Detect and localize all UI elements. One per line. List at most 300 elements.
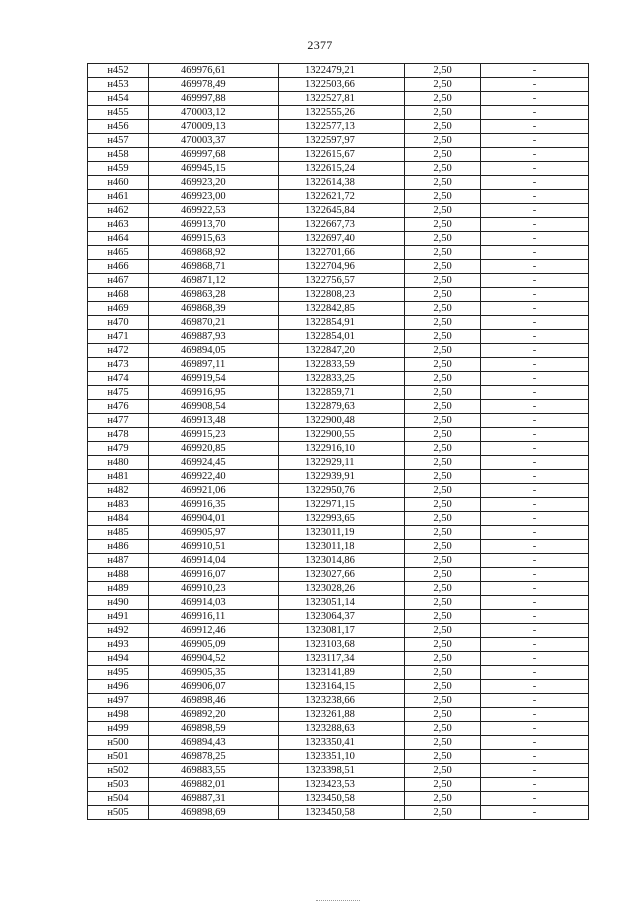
method-cell: - [481, 316, 589, 330]
point-id-cell: н474 [88, 372, 149, 386]
y-coordinate-cell: 1323141,89 [279, 666, 405, 680]
x-coordinate-cell: 469922,53 [149, 204, 279, 218]
accuracy-cell: 2,50 [405, 92, 481, 106]
y-coordinate-cell: 1322879,63 [279, 400, 405, 414]
accuracy-cell: 2,50 [405, 274, 481, 288]
y-coordinate-cell: 1322701,66 [279, 246, 405, 260]
y-coordinate-cell: 1323028,26 [279, 582, 405, 596]
accuracy-cell: 2,50 [405, 386, 481, 400]
method-cell: - [481, 204, 589, 218]
accuracy-cell: 2,50 [405, 750, 481, 764]
accuracy-cell: 2,50 [405, 540, 481, 554]
table-row [88, 736, 589, 750]
table-row [88, 232, 589, 246]
y-coordinate-cell: 1322479,21 [279, 64, 405, 78]
y-coordinate-cell: 1322615,24 [279, 162, 405, 176]
method-cell: - [481, 778, 589, 792]
point-id-cell: н504 [88, 792, 149, 806]
method-cell: - [481, 792, 589, 806]
point-id-cell: н470 [88, 316, 149, 330]
method-cell: - [481, 764, 589, 778]
x-coordinate-cell: 469997,88 [149, 92, 279, 106]
table-row [88, 652, 589, 666]
point-id-cell: н464 [88, 232, 149, 246]
x-coordinate-cell: 469906,07 [149, 680, 279, 694]
point-id-cell: н471 [88, 330, 149, 344]
point-id-cell: н490 [88, 596, 149, 610]
table-row [88, 610, 589, 624]
table-row [88, 428, 589, 442]
table-row [88, 204, 589, 218]
y-coordinate-cell: 1323423,53 [279, 778, 405, 792]
scan-artifact-line [316, 900, 360, 902]
accuracy-cell: 2,50 [405, 176, 481, 190]
accuracy-cell: 2,50 [405, 106, 481, 120]
point-id-cell: н457 [88, 134, 149, 148]
y-coordinate-cell: 1322555,26 [279, 106, 405, 120]
point-id-cell: н478 [88, 428, 149, 442]
y-coordinate-cell: 1322971,15 [279, 498, 405, 512]
point-id-cell: н486 [88, 540, 149, 554]
table-row [88, 568, 589, 582]
y-coordinate-cell: 1322621,72 [279, 190, 405, 204]
point-id-cell: н496 [88, 680, 149, 694]
accuracy-cell: 2,50 [405, 162, 481, 176]
x-coordinate-cell: 469905,97 [149, 526, 279, 540]
point-id-cell: н502 [88, 764, 149, 778]
accuracy-cell: 2,50 [405, 428, 481, 442]
x-coordinate-cell: 469916,11 [149, 610, 279, 624]
table-row [88, 498, 589, 512]
method-cell: - [481, 470, 589, 484]
method-cell: - [481, 750, 589, 764]
table-row [88, 288, 589, 302]
table-row [88, 344, 589, 358]
table-row [88, 246, 589, 260]
point-id-cell: н460 [88, 176, 149, 190]
point-id-cell: н481 [88, 470, 149, 484]
y-coordinate-cell: 1323051,14 [279, 596, 405, 610]
y-coordinate-cell: 1322527,81 [279, 92, 405, 106]
accuracy-cell: 2,50 [405, 526, 481, 540]
table-row [88, 470, 589, 484]
y-coordinate-cell: 1322900,48 [279, 414, 405, 428]
y-coordinate-cell: 1322833,59 [279, 358, 405, 372]
method-cell: - [481, 498, 589, 512]
method-cell: - [481, 106, 589, 120]
method-cell: - [481, 582, 589, 596]
point-id-cell: н459 [88, 162, 149, 176]
point-id-cell: н484 [88, 512, 149, 526]
point-id-cell: н498 [88, 708, 149, 722]
method-cell: - [481, 666, 589, 680]
accuracy-cell: 2,50 [405, 484, 481, 498]
accuracy-cell: 2,50 [405, 694, 481, 708]
point-id-cell: н477 [88, 414, 149, 428]
table-row [88, 148, 589, 162]
x-coordinate-cell: 469894,43 [149, 736, 279, 750]
method-cell: - [481, 708, 589, 722]
x-coordinate-cell: 469910,23 [149, 582, 279, 596]
point-id-cell: н466 [88, 260, 149, 274]
point-id-cell: н488 [88, 568, 149, 582]
x-coordinate-cell: 469912,46 [149, 624, 279, 638]
y-coordinate-cell: 1323288,63 [279, 722, 405, 736]
accuracy-cell: 2,50 [405, 64, 481, 78]
x-coordinate-cell: 469997,68 [149, 148, 279, 162]
table-row [88, 330, 589, 344]
y-coordinate-cell: 1322842,85 [279, 302, 405, 316]
point-id-cell: н505 [88, 806, 149, 820]
table-row [88, 442, 589, 456]
point-id-cell: н500 [88, 736, 149, 750]
table-row [88, 512, 589, 526]
table-row [88, 372, 589, 386]
y-coordinate-cell: 1323117,34 [279, 652, 405, 666]
y-coordinate-cell: 1323164,15 [279, 680, 405, 694]
point-id-cell: н482 [88, 484, 149, 498]
table-row [88, 414, 589, 428]
y-coordinate-cell: 1323011,19 [279, 526, 405, 540]
accuracy-cell: 2,50 [405, 148, 481, 162]
point-id-cell: н476 [88, 400, 149, 414]
table-row [88, 778, 589, 792]
table-row [88, 764, 589, 778]
accuracy-cell: 2,50 [405, 736, 481, 750]
point-id-cell: н492 [88, 624, 149, 638]
y-coordinate-cell: 1322667,73 [279, 218, 405, 232]
x-coordinate-cell: 469921,06 [149, 484, 279, 498]
x-coordinate-cell: 469887,31 [149, 792, 279, 806]
method-cell: - [481, 64, 589, 78]
method-cell: - [481, 568, 589, 582]
method-cell: - [481, 400, 589, 414]
method-cell: - [481, 78, 589, 92]
method-cell: - [481, 610, 589, 624]
y-coordinate-cell: 1322808,23 [279, 288, 405, 302]
y-coordinate-cell: 1322929,11 [279, 456, 405, 470]
page-number: 2377 [307, 38, 333, 52]
table-row [88, 708, 589, 722]
coordinates-table [87, 63, 589, 820]
accuracy-cell: 2,50 [405, 778, 481, 792]
accuracy-cell: 2,50 [405, 470, 481, 484]
point-id-cell: н456 [88, 120, 149, 134]
x-coordinate-cell: 469870,21 [149, 316, 279, 330]
point-id-cell: н462 [88, 204, 149, 218]
y-coordinate-cell: 1323350,41 [279, 736, 405, 750]
method-cell: - [481, 638, 589, 652]
accuracy-cell: 2,50 [405, 806, 481, 820]
method-cell: - [481, 428, 589, 442]
table-row [88, 750, 589, 764]
table-row [88, 386, 589, 400]
accuracy-cell: 2,50 [405, 582, 481, 596]
table-row [88, 680, 589, 694]
y-coordinate-cell: 1322847,20 [279, 344, 405, 358]
table-row [88, 722, 589, 736]
table-row [88, 540, 589, 554]
point-id-cell: н491 [88, 610, 149, 624]
x-coordinate-cell: 469914,03 [149, 596, 279, 610]
x-coordinate-cell: 469915,63 [149, 232, 279, 246]
table-row [88, 596, 589, 610]
point-id-cell: н503 [88, 778, 149, 792]
y-coordinate-cell: 1323398,51 [279, 764, 405, 778]
x-coordinate-cell: 469904,01 [149, 512, 279, 526]
method-cell: - [481, 344, 589, 358]
y-coordinate-cell: 1323064,37 [279, 610, 405, 624]
point-id-cell: н475 [88, 386, 149, 400]
method-cell: - [481, 442, 589, 456]
accuracy-cell: 2,50 [405, 232, 481, 246]
method-cell: - [481, 736, 589, 750]
accuracy-cell: 2,50 [405, 680, 481, 694]
accuracy-cell: 2,50 [405, 456, 481, 470]
table-row [88, 666, 589, 680]
x-coordinate-cell: 469868,92 [149, 246, 279, 260]
x-coordinate-cell: 469863,28 [149, 288, 279, 302]
table-row [88, 806, 589, 820]
point-id-cell: н453 [88, 78, 149, 92]
table-row [88, 106, 589, 120]
x-coordinate-cell: 469919,54 [149, 372, 279, 386]
point-id-cell: н465 [88, 246, 149, 260]
y-coordinate-cell: 1323261,88 [279, 708, 405, 722]
accuracy-cell: 2,50 [405, 316, 481, 330]
method-cell: - [481, 120, 589, 134]
accuracy-cell: 2,50 [405, 330, 481, 344]
method-cell: - [481, 680, 589, 694]
point-id-cell: н454 [88, 92, 149, 106]
y-coordinate-cell: 1322697,40 [279, 232, 405, 246]
x-coordinate-cell: 469910,51 [149, 540, 279, 554]
y-coordinate-cell: 1323081,17 [279, 624, 405, 638]
x-coordinate-cell: 469915,23 [149, 428, 279, 442]
y-coordinate-cell: 1322503,66 [279, 78, 405, 92]
method-cell: - [481, 372, 589, 386]
method-cell: - [481, 148, 589, 162]
method-cell: - [481, 540, 589, 554]
accuracy-cell: 2,50 [405, 596, 481, 610]
accuracy-cell: 2,50 [405, 372, 481, 386]
method-cell: - [481, 652, 589, 666]
table-row [88, 274, 589, 288]
x-coordinate-cell: 469916,95 [149, 386, 279, 400]
y-coordinate-cell: 1323450,58 [279, 806, 405, 820]
x-coordinate-cell: 469922,40 [149, 470, 279, 484]
method-cell: - [481, 134, 589, 148]
table-row [88, 554, 589, 568]
point-id-cell: н461 [88, 190, 149, 204]
y-coordinate-cell: 1322950,76 [279, 484, 405, 498]
x-coordinate-cell: 469905,35 [149, 666, 279, 680]
accuracy-cell: 2,50 [405, 288, 481, 302]
x-coordinate-cell: 469905,09 [149, 638, 279, 652]
table-row [88, 162, 589, 176]
accuracy-cell: 2,50 [405, 498, 481, 512]
x-coordinate-cell: 470003,12 [149, 106, 279, 120]
accuracy-cell: 2,50 [405, 78, 481, 92]
y-coordinate-cell: 1322614,38 [279, 176, 405, 190]
x-coordinate-cell: 469878,25 [149, 750, 279, 764]
table-row [88, 134, 589, 148]
accuracy-cell: 2,50 [405, 134, 481, 148]
x-coordinate-cell: 469914,04 [149, 554, 279, 568]
method-cell: - [481, 358, 589, 372]
method-cell: - [481, 456, 589, 470]
point-id-cell: н468 [88, 288, 149, 302]
table-row [88, 78, 589, 92]
x-coordinate-cell: 469898,46 [149, 694, 279, 708]
y-coordinate-cell: 1323014,86 [279, 554, 405, 568]
x-coordinate-cell: 469924,45 [149, 456, 279, 470]
method-cell: - [481, 414, 589, 428]
method-cell: - [481, 624, 589, 638]
point-id-cell: н497 [88, 694, 149, 708]
x-coordinate-cell: 469898,59 [149, 722, 279, 736]
y-coordinate-cell: 1323103,68 [279, 638, 405, 652]
x-coordinate-cell: 469894,05 [149, 344, 279, 358]
table-row [88, 120, 589, 134]
accuracy-cell: 2,50 [405, 624, 481, 638]
accuracy-cell: 2,50 [405, 554, 481, 568]
point-id-cell: н463 [88, 218, 149, 232]
table-row [88, 694, 589, 708]
accuracy-cell: 2,50 [405, 120, 481, 134]
x-coordinate-cell: 469908,54 [149, 400, 279, 414]
method-cell: - [481, 386, 589, 400]
point-id-cell: н495 [88, 666, 149, 680]
y-coordinate-cell: 1322704,96 [279, 260, 405, 274]
x-coordinate-cell: 469871,12 [149, 274, 279, 288]
method-cell: - [481, 554, 589, 568]
y-coordinate-cell: 1323238,66 [279, 694, 405, 708]
point-id-cell: н480 [88, 456, 149, 470]
coordinates-table-body [88, 64, 589, 820]
method-cell: - [481, 526, 589, 540]
accuracy-cell: 2,50 [405, 792, 481, 806]
method-cell: - [481, 176, 589, 190]
x-coordinate-cell: 469916,07 [149, 568, 279, 582]
point-id-cell: н473 [88, 358, 149, 372]
point-id-cell: н458 [88, 148, 149, 162]
x-coordinate-cell: 469868,39 [149, 302, 279, 316]
accuracy-cell: 2,50 [405, 442, 481, 456]
point-id-cell: н479 [88, 442, 149, 456]
accuracy-cell: 2,50 [405, 302, 481, 316]
point-id-cell: н469 [88, 302, 149, 316]
method-cell: - [481, 596, 589, 610]
point-id-cell: н493 [88, 638, 149, 652]
point-id-cell: н494 [88, 652, 149, 666]
point-id-cell: н455 [88, 106, 149, 120]
x-coordinate-cell: 469978,49 [149, 78, 279, 92]
table-row [88, 792, 589, 806]
y-coordinate-cell: 1322859,71 [279, 386, 405, 400]
accuracy-cell: 2,50 [405, 260, 481, 274]
table-row [88, 484, 589, 498]
accuracy-cell: 2,50 [405, 400, 481, 414]
y-coordinate-cell: 1322597,97 [279, 134, 405, 148]
method-cell: - [481, 260, 589, 274]
y-coordinate-cell: 1322577,13 [279, 120, 405, 134]
accuracy-cell: 2,50 [405, 568, 481, 582]
accuracy-cell: 2,50 [405, 190, 481, 204]
y-coordinate-cell: 1323027,66 [279, 568, 405, 582]
y-coordinate-cell: 1322993,65 [279, 512, 405, 526]
method-cell: - [481, 246, 589, 260]
accuracy-cell: 2,50 [405, 708, 481, 722]
method-cell: - [481, 722, 589, 736]
x-coordinate-cell: 469945,15 [149, 162, 279, 176]
table-row [88, 526, 589, 540]
table-row [88, 190, 589, 204]
x-coordinate-cell: 469868,71 [149, 260, 279, 274]
y-coordinate-cell: 1322854,01 [279, 330, 405, 344]
accuracy-cell: 2,50 [405, 638, 481, 652]
x-coordinate-cell: 469897,11 [149, 358, 279, 372]
accuracy-cell: 2,50 [405, 358, 481, 372]
table-row [88, 92, 589, 106]
method-cell: - [481, 232, 589, 246]
table-row [88, 358, 589, 372]
point-id-cell: н489 [88, 582, 149, 596]
y-coordinate-cell: 1322833,25 [279, 372, 405, 386]
x-coordinate-cell: 469923,00 [149, 190, 279, 204]
point-id-cell: н483 [88, 498, 149, 512]
x-coordinate-cell: 469898,69 [149, 806, 279, 820]
x-coordinate-cell: 470003,37 [149, 134, 279, 148]
table-row [88, 260, 589, 274]
method-cell: - [481, 512, 589, 526]
table-row [88, 218, 589, 232]
x-coordinate-cell: 469916,35 [149, 498, 279, 512]
point-id-cell: н485 [88, 526, 149, 540]
x-coordinate-cell: 469976,61 [149, 64, 279, 78]
method-cell: - [481, 484, 589, 498]
point-id-cell: н499 [88, 722, 149, 736]
method-cell: - [481, 218, 589, 232]
method-cell: - [481, 288, 589, 302]
accuracy-cell: 2,50 [405, 512, 481, 526]
table-row [88, 624, 589, 638]
point-id-cell: н501 [88, 750, 149, 764]
table-row [88, 176, 589, 190]
point-id-cell: н472 [88, 344, 149, 358]
y-coordinate-cell: 1323011,18 [279, 540, 405, 554]
x-coordinate-cell: 470009,13 [149, 120, 279, 134]
accuracy-cell: 2,50 [405, 666, 481, 680]
accuracy-cell: 2,50 [405, 218, 481, 232]
y-coordinate-cell: 1322615,67 [279, 148, 405, 162]
method-cell: - [481, 92, 589, 106]
y-coordinate-cell: 1322854,91 [279, 316, 405, 330]
method-cell: - [481, 806, 589, 820]
table-row [88, 456, 589, 470]
y-coordinate-cell: 1322900,55 [279, 428, 405, 442]
y-coordinate-cell: 1322645,84 [279, 204, 405, 218]
method-cell: - [481, 190, 589, 204]
accuracy-cell: 2,50 [405, 722, 481, 736]
accuracy-cell: 2,50 [405, 764, 481, 778]
accuracy-cell: 2,50 [405, 344, 481, 358]
table-row [88, 302, 589, 316]
y-coordinate-cell: 1323450,58 [279, 792, 405, 806]
point-id-cell: н487 [88, 554, 149, 568]
table-row [88, 582, 589, 596]
accuracy-cell: 2,50 [405, 246, 481, 260]
